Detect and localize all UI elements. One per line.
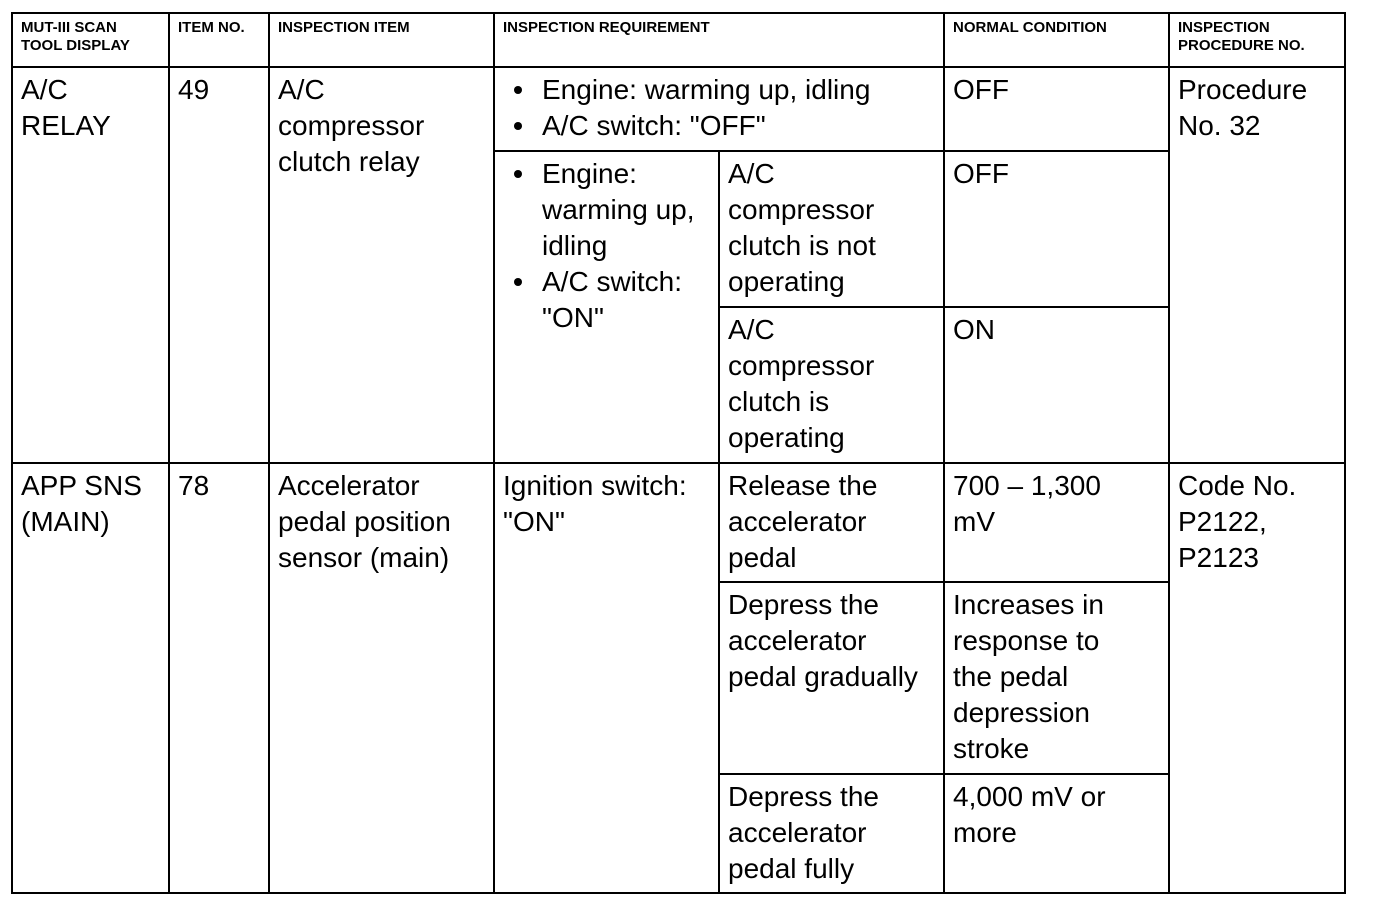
header-item-no: ITEM NO. bbox=[169, 13, 269, 67]
header-row bbox=[12, 13, 1345, 67]
normal-condition: OFF bbox=[944, 67, 1169, 151]
list-item bbox=[503, 156, 710, 264]
scan-tool-display: A/C RELAY bbox=[12, 67, 169, 463]
normal-condition: 700 – 1,300 mV bbox=[944, 463, 1169, 582]
operating-state: Depress the accelerator pedal gradually bbox=[719, 582, 944, 774]
requirement-text: A/C switch: "ON" bbox=[542, 266, 683, 333]
operating-state: Release the accelerator pedal bbox=[719, 463, 944, 582]
operating-state: Depress the accelerator pedal fully bbox=[719, 774, 944, 893]
inspection-requirement: Ignition switch: "ON" bbox=[494, 463, 719, 893]
inspection-requirement bbox=[494, 67, 944, 151]
header-normal-condition: NORMAL CONDITION bbox=[944, 13, 1169, 67]
normal-condition: OFF bbox=[944, 151, 1169, 307]
normal-condition: 4,000 mV or more bbox=[944, 774, 1169, 893]
inspection-requirement bbox=[494, 151, 719, 463]
table-row bbox=[12, 67, 1345, 151]
bullet-icon bbox=[514, 278, 522, 286]
bullet-icon bbox=[514, 86, 522, 94]
requirement-text: Engine: warming up, idling bbox=[542, 158, 695, 261]
normal-condition: Increases in response to the pedal depression stroke bbox=[944, 582, 1169, 774]
header-procedure-no: INSPECTION PROCEDURE NO. bbox=[1169, 13, 1345, 67]
operating-state: A/C compressor clutch is operating bbox=[719, 307, 944, 463]
normal-condition: ON bbox=[944, 307, 1169, 463]
bullet-icon bbox=[514, 122, 522, 130]
procedure-number: Code No. P2122, P2123 bbox=[1169, 463, 1345, 893]
inspection-table bbox=[11, 12, 1346, 894]
requirement-text: A/C switch: "OFF" bbox=[542, 110, 766, 141]
requirement-list bbox=[503, 72, 935, 144]
requirement-list bbox=[503, 156, 710, 336]
scan-tool-display: APP SNS (MAIN) bbox=[12, 463, 169, 893]
procedure-number: Procedure No. 32 bbox=[1169, 67, 1345, 463]
header-inspection-item: INSPECTION ITEM bbox=[269, 13, 494, 67]
requirement-text: Engine: warming up, idling bbox=[542, 74, 871, 105]
inspection-item: A/C compressor clutch relay bbox=[269, 67, 494, 463]
list-item bbox=[503, 108, 935, 144]
list-item bbox=[503, 264, 710, 336]
table-row bbox=[12, 463, 1345, 582]
inspection-item: Accelerator pedal position sensor (main) bbox=[269, 463, 494, 893]
item-number: 49 bbox=[169, 67, 269, 463]
header-inspection-requirement: INSPECTION REQUIREMENT bbox=[494, 13, 944, 67]
header-mut-display: MUT-III SCAN TOOL DISPLAY bbox=[12, 13, 169, 67]
list-item bbox=[503, 72, 935, 108]
item-number: 78 bbox=[169, 463, 269, 893]
bullet-icon bbox=[514, 170, 522, 178]
operating-state: A/C compressor clutch is not operating bbox=[719, 151, 944, 307]
